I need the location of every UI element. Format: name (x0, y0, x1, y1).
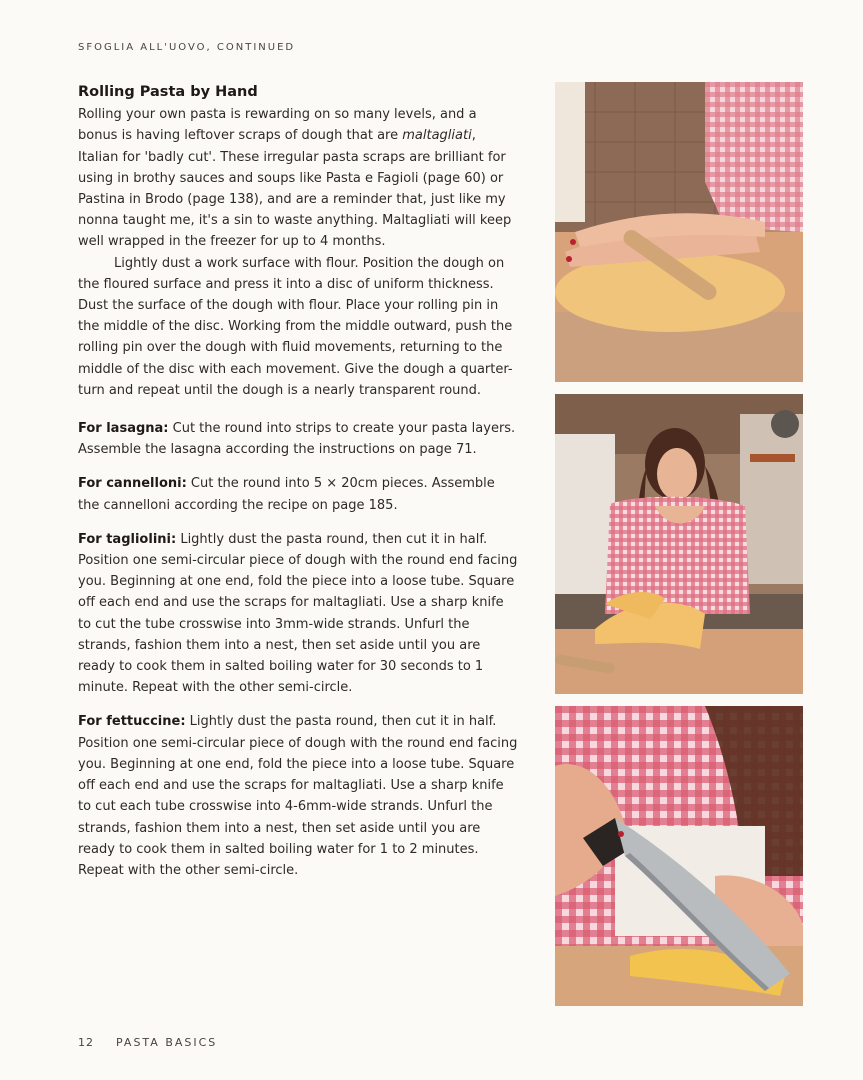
fettuccine-section: For fettuccine: Lightly dust the pasta round, then cut it in half. Position one semi-circular piece of dough with the round end facing you. Beginning at one end, fold the piece into a loose tube. Square off each end and use the scraps for maltagliati. Use a sharp knife to cut each tube crosswise into 4-6mm-wide strands. Unfurl the strands, fashion them into a nest, then set aside until you are ready to cook them in salted boiling water for 1 to 2 minutes. Repeat with the other semi-circle. (78, 714, 518, 878)
page-folio (78, 1036, 217, 1049)
lasagna-section: For lasagna: Cut the round into strips to create your pasta layers. Assemble the lasagna according the instructions on page 71. (78, 421, 516, 458)
photo-kitchen-folding-dough (555, 394, 803, 694)
section-title: Rolling Pasta by Hand (78, 84, 258, 100)
section-lead: For tagliolini: (78, 531, 177, 547)
intro-paragraph: Rolling your own pasta is rewarding on so many levels, and a bonus is having leftover scraps of dough that are maltagliati, Italian for 'badly cut'. These irregular pasta scraps are brilliant for using in brothy sauces and soups like Pasta e Fagioli (page 60) or Pastina in Brodo (page 138), and are a reminder that, just like my nonna taught me, it's a sin to waste anything. Maltagliati will keep well wrapped in the freezer for up to 4 months. (78, 107, 512, 250)
main-text-column (78, 82, 518, 881)
cannelloni-section: For cannelloni: Cut the round into 5 × 20cm pieces. Assemble the cannelloni according the recipe on page 185. (78, 476, 495, 513)
folio-section: PASTA BASICS (116, 1036, 218, 1049)
section-lead: For fettuccine: (78, 714, 186, 730)
tagliolini-section: For tagliolini: Lightly dust the pasta round, then cut it in half. Position one semi-circular piece of dough with the round end facing you. Beginning at one end, fold the piece into a loose tube. Square off each end and use the scraps for maltagliati. Use a sharp knife to cut the tube crosswise into 3mm-wide strands. Unfurl the strands, fashion them into a nest, then set aside until you are ready to cook them in salted boiling water for 30 seconds to 1 minute. Repeat with the other semi-circle. (78, 531, 518, 696)
section-lead: For cannelloni: (78, 476, 187, 492)
method-paragraph: Lightly dust a work surface with flour. Position the dough on the floured surface and press it into a disc of uniform thickness. Dust the surface of the dough with flour. Place your rolling pin in the middle of the disc. Working from the middle outward, push the rolling pin over the dough with fluid movements, returning to the middle of the disc with each movement. Give the dough a quarter-turn and repeat until the dough is a nearly transparent round. (78, 255, 513, 398)
running-head: SFOGLIA ALL'UOVO, CONTINUED (78, 42, 296, 53)
photo-rolling-dough (555, 82, 803, 382)
section-lead: For lasagna: (78, 421, 169, 437)
photo-cutting-strands (555, 706, 803, 1006)
italic-term: maltagliati (402, 128, 472, 144)
page-number: 12 (78, 1036, 94, 1049)
